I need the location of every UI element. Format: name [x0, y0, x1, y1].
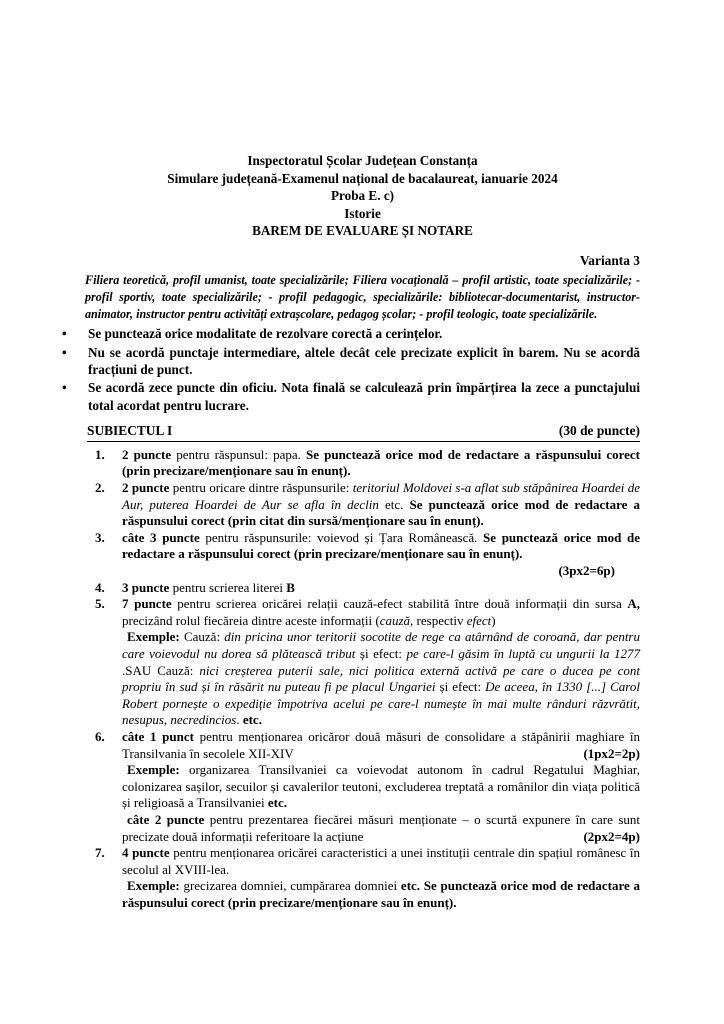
header-institution: Inspectoratul Școlar Județean Constanța: [247, 153, 478, 168]
text-run: 7 puncte: [122, 596, 172, 612]
text-run: Cauză:: [179, 629, 225, 645]
text-run: ): [491, 612, 496, 628]
item-example-text: [122, 629, 640, 729]
text-run: 2 puncte: [122, 480, 170, 496]
text-run: pentru prezentarea fiecărei măsuri menționate – o scurtă expunere în care sunt precizate două informații referitoare la acțiune: [122, 811, 640, 844]
bullet-marker: •: [62, 344, 67, 360]
item-text: [122, 530, 640, 563]
rule-item: [60, 325, 640, 342]
item-number: 2.: [95, 480, 105, 496]
scoring-item-4: [60, 580, 640, 597]
text-run: teritoriul Moldovei s-a aflat sub stăpânirea Hoardei de Aur, puterea Hoardei de Aur se afla în declin: [122, 480, 640, 512]
item-secondary-text: [122, 812, 640, 845]
header-barem-title: BAREM DE EVALUARE ȘI NOTARE: [252, 223, 473, 239]
bullet-marker: •: [62, 326, 67, 342]
scoring-item-6: [60, 729, 640, 845]
text-run: pentru scrierea literei: [169, 579, 287, 595]
item-text: [122, 447, 640, 480]
text-run: nici creșterea puterii sale, nici politica externă activă pe care o ducea pe cont propriu în sud și în răsărit nu puteau fi pe placul Ungariei: [122, 662, 640, 695]
item-number: 5.: [95, 596, 105, 612]
text-run: 4 puncte: [122, 845, 170, 861]
scoring-item-2: [60, 480, 640, 530]
document-content: [60, 152, 640, 911]
item-text: [122, 845, 640, 878]
scoring-items-list: [60, 447, 640, 912]
text-run: pentru răspunsurile: voievod și Țara Românească.: [199, 529, 484, 545]
item-text: [122, 580, 640, 597]
scoring-item-3: [60, 530, 640, 580]
item-text: [122, 480, 640, 530]
points-note: (2px2=4p): [583, 828, 640, 844]
text-run: pentru menționarea oricăror două măsuri de consolidare a stăpânirii maghiare în Transilvania în secolele XII-XIV: [122, 728, 640, 761]
rule-text: Nu se acordă punctaje intermediare, altele decât cele precizate explicit în barem. Nu se acordă fracțiuni de punct.: [88, 344, 640, 377]
variant-label: Varianta 3: [579, 252, 640, 268]
text-run: 2 puncte: [122, 446, 172, 462]
scoring-item-5: [60, 596, 640, 729]
text-run: Exemple:: [127, 629, 180, 645]
scoring-item-1: [60, 447, 640, 480]
text-run: etc. Se punctează orice mod de redactare a răspunsului corect (prin precizare/menționare sau în enunț).: [122, 878, 640, 910]
item-secondary-runs: [122, 812, 640, 844]
rule-text: Se punctează orice modalitate de rezolvare corectă a cerințelor.: [88, 326, 443, 342]
item-example-text: [122, 762, 640, 812]
document-header: [60, 152, 640, 240]
text-run: , respectiv: [410, 612, 467, 628]
text-run: Se punctează orice mod de redactare a răspunsului corect (prin precizare/menționare sau în enunț).: [122, 446, 640, 479]
item-text: [122, 596, 640, 629]
text-run: pentru menționarea oricărei caracteristici a unei instituții centrale din spațiul românesc în secolul al XVIII-lea.: [122, 845, 641, 877]
item-example-text: [122, 878, 640, 911]
text-run: pentru răspunsul: papa.: [171, 446, 307, 462]
text-run: câte 2 puncte: [127, 811, 205, 827]
item-number: 7.: [95, 845, 105, 861]
text-run: câte 3 puncte: [122, 529, 200, 545]
rule-item: [60, 379, 640, 414]
text-run: pe care-l găsim în luptă cu ungurii la 1277: [406, 645, 640, 661]
filiera-note: Filiera teoretică, profil umanist, toate specializările; Filiera vocațională – profil artistic, toate specializările; - profil sportiv, toate specializările; - profil pedagogic, specializările: bibliotecar-documentarist, instructor-animator, instructor pentru activități extrașcolare, pedagog școlar; - profil teologic, toate specializările.: [85, 272, 640, 321]
item-number: 1.: [95, 446, 105, 462]
scoring-item-7: [60, 845, 640, 911]
text-run: pentru scrierea oricărei relații cauză-efect stabilită între două informații din sursa: [171, 596, 628, 612]
text-run: .: [236, 712, 243, 728]
item-number: 4.: [95, 579, 105, 595]
header-proba: Proba E. c): [330, 188, 395, 204]
text-run: B: [286, 579, 295, 595]
text-run: A,: [627, 596, 640, 612]
text-run: etc.: [242, 712, 262, 728]
text-run: și efect:: [435, 679, 486, 695]
text-run: precizând rolul fiecăreia dintre aceste informații (: [122, 612, 380, 628]
text-run: Exemple:: [127, 878, 180, 894]
item-number: 6.: [95, 728, 105, 744]
text-run: 3 puncte: [122, 579, 170, 595]
item-text: [122, 729, 640, 762]
points-note: (1px2=2p): [583, 745, 640, 761]
text-run: Exemple:: [127, 762, 180, 778]
subject-heading: [87, 423, 640, 442]
bullet-marker: •: [62, 380, 67, 396]
text-run: De aceea, în 1330 [...] Carol Robert pornește o expediție împotriva acelui pe care-l numește în mai multe rânduri răzvrătit, nesupus, necredincios: [122, 679, 640, 728]
text-run: pentru oricare dintre răspunsurile:: [169, 480, 353, 496]
general-rules-list: [60, 325, 640, 413]
text-run: din pricina unor teritorii socotite de rege ca atârnând de coroană, dar pentru care voievodul nu dorea să plătească tribut: [122, 629, 640, 661]
text-run: .SAU Cauză:: [122, 662, 200, 678]
item-text-runs: [122, 729, 640, 761]
item-number: 3.: [95, 529, 105, 545]
text-run: cauză: [379, 612, 411, 628]
rule-text: Se acordă zece puncte din oficiu. Nota finală se calculează prin împărțirea la zece a punctajului total acordat pentru lucrare.: [88, 380, 640, 413]
text-run: și efect:: [355, 645, 407, 661]
text-run: Se punctează orice mod de redactare a răspunsului corect (prin precizare/menționare sau în enunț).: [122, 529, 640, 562]
text-run: grecizarea domniei, cumpărarea domniei: [179, 878, 401, 894]
text-run: organizarea Transilvaniei ca voievodat autonom în cadrul Regatului Maghiar, colonizarea sașilor, secuilor și cavalerilor teutoni, excluderea treptată a românilor din viața politică și religioasă a Transilvaniei: [122, 762, 640, 811]
rule-item: [60, 344, 640, 379]
text-run: etc.: [378, 496, 410, 512]
text-run: etc.: [267, 795, 287, 811]
text-run: câte 1 punct: [122, 728, 194, 744]
header-exam-title: Simulare județeană-Examenul național de bacalaureat, ianuarie 2024: [167, 170, 558, 186]
text-run: Se punctează orice mod de redactare a răspunsului corect (prin citat din sursă/menționare sau în enunț).: [122, 496, 640, 529]
subject-title: SUBIECTUL I: [87, 422, 173, 438]
text-run: efect: [466, 612, 492, 628]
header-subject-name: Istorie: [344, 205, 381, 221]
subject-points-label: (30 de puncte): [558, 422, 640, 438]
points-note: (3px2=6p): [558, 563, 615, 578]
